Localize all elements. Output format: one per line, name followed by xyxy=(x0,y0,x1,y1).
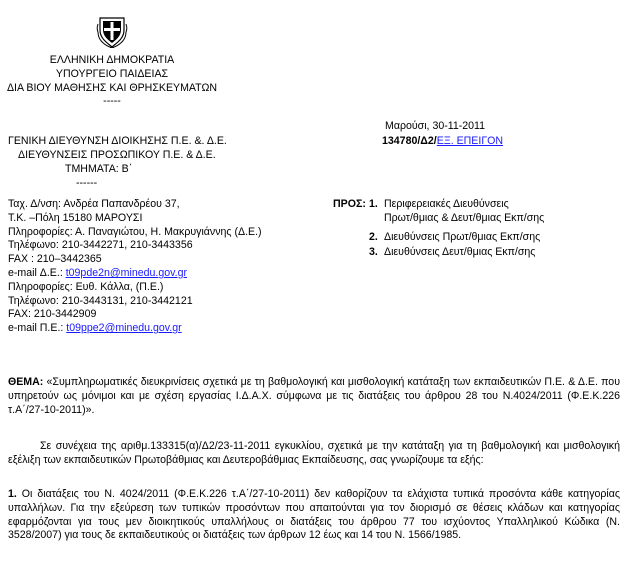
point1-number: 1. xyxy=(8,488,17,500)
email-pe-line: e-mail Π.Ε.: t09ppe2@minedu.gov.gr xyxy=(8,322,182,335)
phone-de-line: Τηλέφωνο: 210-3442271, 210-3443356 xyxy=(8,239,193,252)
email-de-link[interactable]: t09pde2n@minedu.gov.gr xyxy=(65,266,187,279)
email-de-line: e-mail Δ.Ε.: t09pde2n@minedu.gov.gr xyxy=(8,266,187,279)
recipient-3-line1: Διευθύνσεις Δευτ/θμιας Εκπ/σης xyxy=(384,246,536,258)
directorate-line1: ΓΕΝΙΚΗ ΔΙΕΥΘΥΝΣΗ ΔΙΟΙΚΗΣΗΣ Π.Ε. &. Δ.Ε. xyxy=(8,135,227,147)
directorate-line2: ΔΙΕΥΘΥΝΣΕΙΣ ΠΡΟΣΩΠΙΚΟΥ Π.Ε. & Δ.Ε. xyxy=(18,149,216,161)
fax-pe-line: FAX: 210-3442909 xyxy=(8,308,97,321)
separator: ----- xyxy=(103,95,121,108)
recipient-2-num: 2. xyxy=(369,231,378,243)
intro-paragraph: Σε συνέχεια της αριθμ.133315(α)/Δ2/23-11-2011 εγκυκλίου, σχετικά με την κατάταξη για τη βαθμολογική και μισθολογική εξέλιξη των εκπαιδευτικών Πρωτοβάθμιας και Δευτεροβάθμιας Εκπαίδευσης, σας γνωρίζουμε τα εξής: xyxy=(8,440,620,466)
protocol-line xyxy=(382,135,503,149)
departments-line: ΤΜΗΜΑΤΑ: Β΄ xyxy=(65,163,133,175)
ministry-line2: ΔΙΑ ΒΙΟΥ ΜΑΘΗΣΗΣ ΚΑΙ ΘΡΗΣΚΕΥΜΑΤΩΝ xyxy=(6,81,218,94)
subject-label: ΘΕΜΑ: xyxy=(8,376,44,388)
date-line: Μαρούσι, 30-11-2011 xyxy=(385,120,486,132)
greek-emblem-icon xyxy=(96,12,128,48)
subject-paragraph xyxy=(8,376,620,417)
info-pe-line: Πληροφορίες: Ευθ. Κάλλα, (Π.Ε.) xyxy=(8,280,164,293)
header-block xyxy=(0,54,224,109)
recipient-3-num: 3. xyxy=(369,246,378,258)
separator2: ------ xyxy=(76,177,98,189)
protocol-number: 134780/Δ2/ xyxy=(382,135,437,147)
point1-text: Οι διατάξεις του Ν. 4024/2011 (Φ.Ε.Κ.226 τ.Α΄/27-10-2011) δεν καθορίζουν τα ελάχιστα τυπικά προσόντα κάθε κατηγορίας υπαλλήλων. Για την εξεύρεση των τυπικών προσόντων που απαιτούνται για τον διορισμό σε θέσεις κλάδων και κατηγορίας εφαρμόζονται για τους μεν διοικητικούς υπαλλήλους οι διατάξεις του άρθρου 77 του ισχύοντος Υπαλληλικού Κώδικα (Ν. 3528/2007) για τους δε εκπαιδευτικούς οι διατάξεις των άρθρων 12 έως και 14 του Ν. 1566/1985. xyxy=(8,488,620,542)
ministry-line1: ΥΠΟΥΡΓΕΙΟ ΠΑΙΔΕΙΑΣ xyxy=(55,67,169,80)
country-name: ΕΛΛΗΝΙΚΗ ΔΗΜΟΚΡΑΤΙΑ xyxy=(49,54,175,66)
info-de-line: Πληροφορίες: Α. Παναγιώτου, Η. Μακρυγιάννης (Δ.Ε.) xyxy=(8,225,262,238)
recipient-1-num: 1. xyxy=(369,198,378,210)
email-pe-link[interactable]: t09ppe2@minedu.gov.gr xyxy=(66,322,182,335)
recipient-1-line1: Περιφερειακές Διευθύνσεις xyxy=(384,198,509,210)
protocol-urgent: ΕΞ. ΕΠΕΙΓΟΝ xyxy=(436,135,504,147)
address-line: Ταχ. Δ/νση: Ανδρέα Παπανδρέου 37, xyxy=(8,198,180,210)
recipient-1-line2: Πρωτ/θμιας & Δευτ/θμιας Εκπ/σης xyxy=(384,212,545,224)
subject-text: «Συμπληρωματικές διευκρινίσεις σχετικά με τη βαθμολογική και μισθολογική κατάταξη των εκπαιδευτικών Π.Ε. & Δ.Ε. που υπηρετούν ως μόνιμοι και με σχέση εργασίας Ι.Δ.Α.Χ. σύμφωνα με τις διατάξεις του άρθρου 28 του Ν.4024/2011 (Φ.Ε.Κ.226 τ.Α΄/27-10-2011)». xyxy=(8,376,620,416)
phone-pe-line: Τηλέφωνο: 210-3443131, 210-3442121 xyxy=(8,294,193,307)
contact-block xyxy=(8,198,262,336)
recipient-2-line1: Διευθύνσεις Πρωτ/θμιας Εκπ/σης xyxy=(384,231,541,243)
postal-line: Τ.Κ. –Πόλη 15180 ΜΑΡΟΥΣΙ xyxy=(8,211,143,224)
point1-paragraph xyxy=(8,488,620,543)
recipients-label: ΠΡΟΣ: xyxy=(333,198,366,210)
fax-de-line: FAX : 210–3442365 xyxy=(8,253,102,266)
